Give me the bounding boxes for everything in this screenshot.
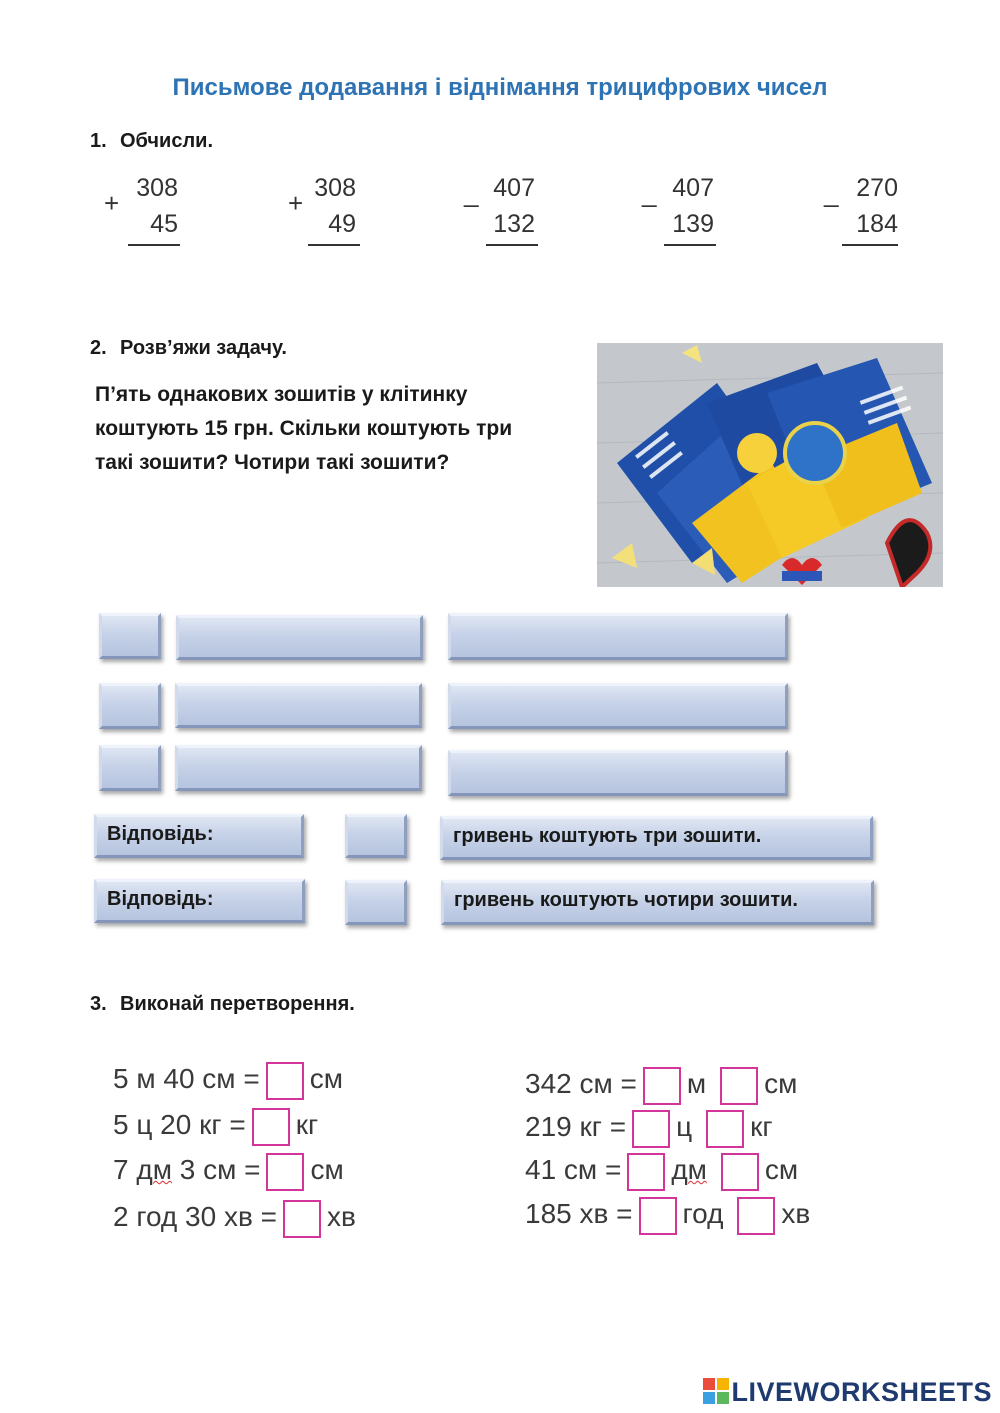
conversion-right-3 xyxy=(525,1153,798,1191)
conversion-input[interactable] xyxy=(720,1067,758,1105)
operator-sign: + xyxy=(288,188,304,218)
bottom-number: 132 xyxy=(493,210,535,238)
conversion-unit: см xyxy=(764,1154,799,1185)
difference-line xyxy=(664,244,716,246)
answer-input-box[interactable] xyxy=(99,613,161,659)
bottom-number: 49 xyxy=(328,210,356,238)
answer-label-box-2 xyxy=(94,879,305,923)
conversion-input[interactable] xyxy=(252,1108,290,1146)
conversion-input[interactable] xyxy=(643,1067,681,1105)
conversion-input[interactable] xyxy=(639,1197,677,1235)
conversion-expression: 2 год 30 хв = xyxy=(113,1201,277,1232)
task3-heading-text: Виконай перетворення. xyxy=(120,993,355,1015)
problem-text xyxy=(95,378,575,480)
conversion-input[interactable] xyxy=(706,1110,744,1148)
answer-input-box[interactable] xyxy=(176,615,423,660)
conversion-expression-part: 7 xyxy=(113,1154,137,1185)
conversion-expression: 219 кг = xyxy=(525,1111,627,1142)
problem-line-2: коштують 15 грн. Скільки коштують три xyxy=(95,417,513,440)
answer-suffix-text: гривень коштують три зошити. xyxy=(453,825,762,847)
conversion-left-3 xyxy=(113,1153,344,1191)
task2-heading-text: Розв’яжи задачу. xyxy=(120,337,287,359)
conversion-unit: см xyxy=(764,1068,798,1099)
operator-sign: + xyxy=(104,188,120,218)
conversion-unit: м xyxy=(686,1068,707,1099)
answer-input-box[interactable] xyxy=(99,683,161,729)
conversion-expression: 41 см = xyxy=(525,1154,622,1185)
conversion-unit: см xyxy=(309,1063,343,1094)
difference-line xyxy=(842,244,898,246)
answer-input-box[interactable] xyxy=(175,745,422,791)
answer-input-box[interactable] xyxy=(448,683,788,729)
conversion-unit: кг xyxy=(750,1111,773,1142)
conversion-unit: см xyxy=(310,1154,344,1185)
conversion-input[interactable] xyxy=(266,1153,304,1191)
conversion-right-1 xyxy=(525,1067,797,1105)
answer-suffix-box-1 xyxy=(440,816,873,860)
top-number: 308 xyxy=(314,174,356,202)
logo-text: LIVEWORKSHEETS xyxy=(731,1377,992,1407)
conversion-expression: 185 хв = xyxy=(525,1198,633,1229)
conversion-left-1 xyxy=(113,1062,343,1100)
answer-input-box[interactable] xyxy=(448,750,788,796)
bottom-number: 184 xyxy=(856,210,898,238)
answer-label-box-1 xyxy=(94,814,304,858)
conversion-expression: 5 м 40 см = xyxy=(113,1063,260,1094)
conversion-input[interactable] xyxy=(737,1197,775,1235)
conversion-unit: год xyxy=(682,1198,724,1229)
bottom-number: 45 xyxy=(150,210,178,238)
conversion-expression-spellmark: дм xyxy=(136,1154,172,1185)
problem-line-3: такі зошити? Чотири такі зошити? xyxy=(95,451,450,474)
page-title: Письмове додавання і віднімання трицифрових чисел xyxy=(172,74,828,101)
difference-line xyxy=(486,244,538,246)
notebooks-photo-illustration xyxy=(597,343,943,587)
answer-label: Відповідь: xyxy=(107,823,214,845)
task3-number: 3. xyxy=(90,993,107,1015)
operator-sign: _ xyxy=(824,178,839,208)
answer-suffix-text: гривень коштують чотири зошити. xyxy=(454,889,798,911)
task1-heading xyxy=(90,130,213,153)
conversion-unit: ц xyxy=(676,1111,693,1142)
top-number: 407 xyxy=(672,174,714,202)
top-number: 407 xyxy=(493,174,535,202)
conversion-input[interactable] xyxy=(632,1110,670,1148)
liveworksheets-logo xyxy=(703,1377,992,1408)
sum-line xyxy=(128,244,180,246)
task1-number: 1. xyxy=(90,130,107,152)
conversion-left-2 xyxy=(113,1108,318,1146)
conversion-expression: 342 см = xyxy=(525,1068,637,1099)
conversion-input[interactable] xyxy=(627,1153,665,1191)
task3-heading xyxy=(90,993,355,1016)
sum-line xyxy=(308,244,360,246)
task1-heading-text: Обчисли. xyxy=(120,130,213,152)
answer-suffix-box-2 xyxy=(441,880,874,925)
conversion-input[interactable] xyxy=(721,1153,759,1191)
bottom-number: 139 xyxy=(672,210,714,238)
conversion-expression: 5 ц 20 кг = xyxy=(113,1109,246,1140)
operator-sign: _ xyxy=(642,178,657,208)
task2-number: 2. xyxy=(90,337,107,359)
operator-sign: _ xyxy=(464,178,479,208)
conversion-unit: дм xyxy=(671,1154,707,1185)
answer-input-box[interactable] xyxy=(175,683,422,728)
conversion-input[interactable] xyxy=(283,1200,321,1238)
conversion-expression-part: 3 см = xyxy=(171,1154,261,1185)
answer-label: Відповідь: xyxy=(107,888,214,910)
conversion-unit: кг xyxy=(295,1109,319,1140)
conversion-right-4 xyxy=(525,1197,810,1235)
answer-input-box[interactable] xyxy=(345,880,407,925)
problem-line-1: П’ять однакових зошитів у клітинку xyxy=(95,383,468,406)
conversion-left-4 xyxy=(113,1200,356,1238)
answer-input-box[interactable] xyxy=(345,814,407,858)
answer-input-box[interactable] xyxy=(448,613,788,660)
notebooks-photo xyxy=(597,343,943,587)
conversion-unit: хв xyxy=(781,1198,811,1229)
conversion-right-2 xyxy=(525,1110,773,1148)
liveworksheets-logo-icon xyxy=(703,1378,729,1404)
task2-heading xyxy=(90,337,287,360)
top-number: 270 xyxy=(856,174,898,202)
conversion-unit: хв xyxy=(326,1201,356,1232)
top-number: 308 xyxy=(136,174,178,202)
answer-input-box[interactable] xyxy=(99,745,161,791)
conversion-input[interactable] xyxy=(266,1062,304,1100)
